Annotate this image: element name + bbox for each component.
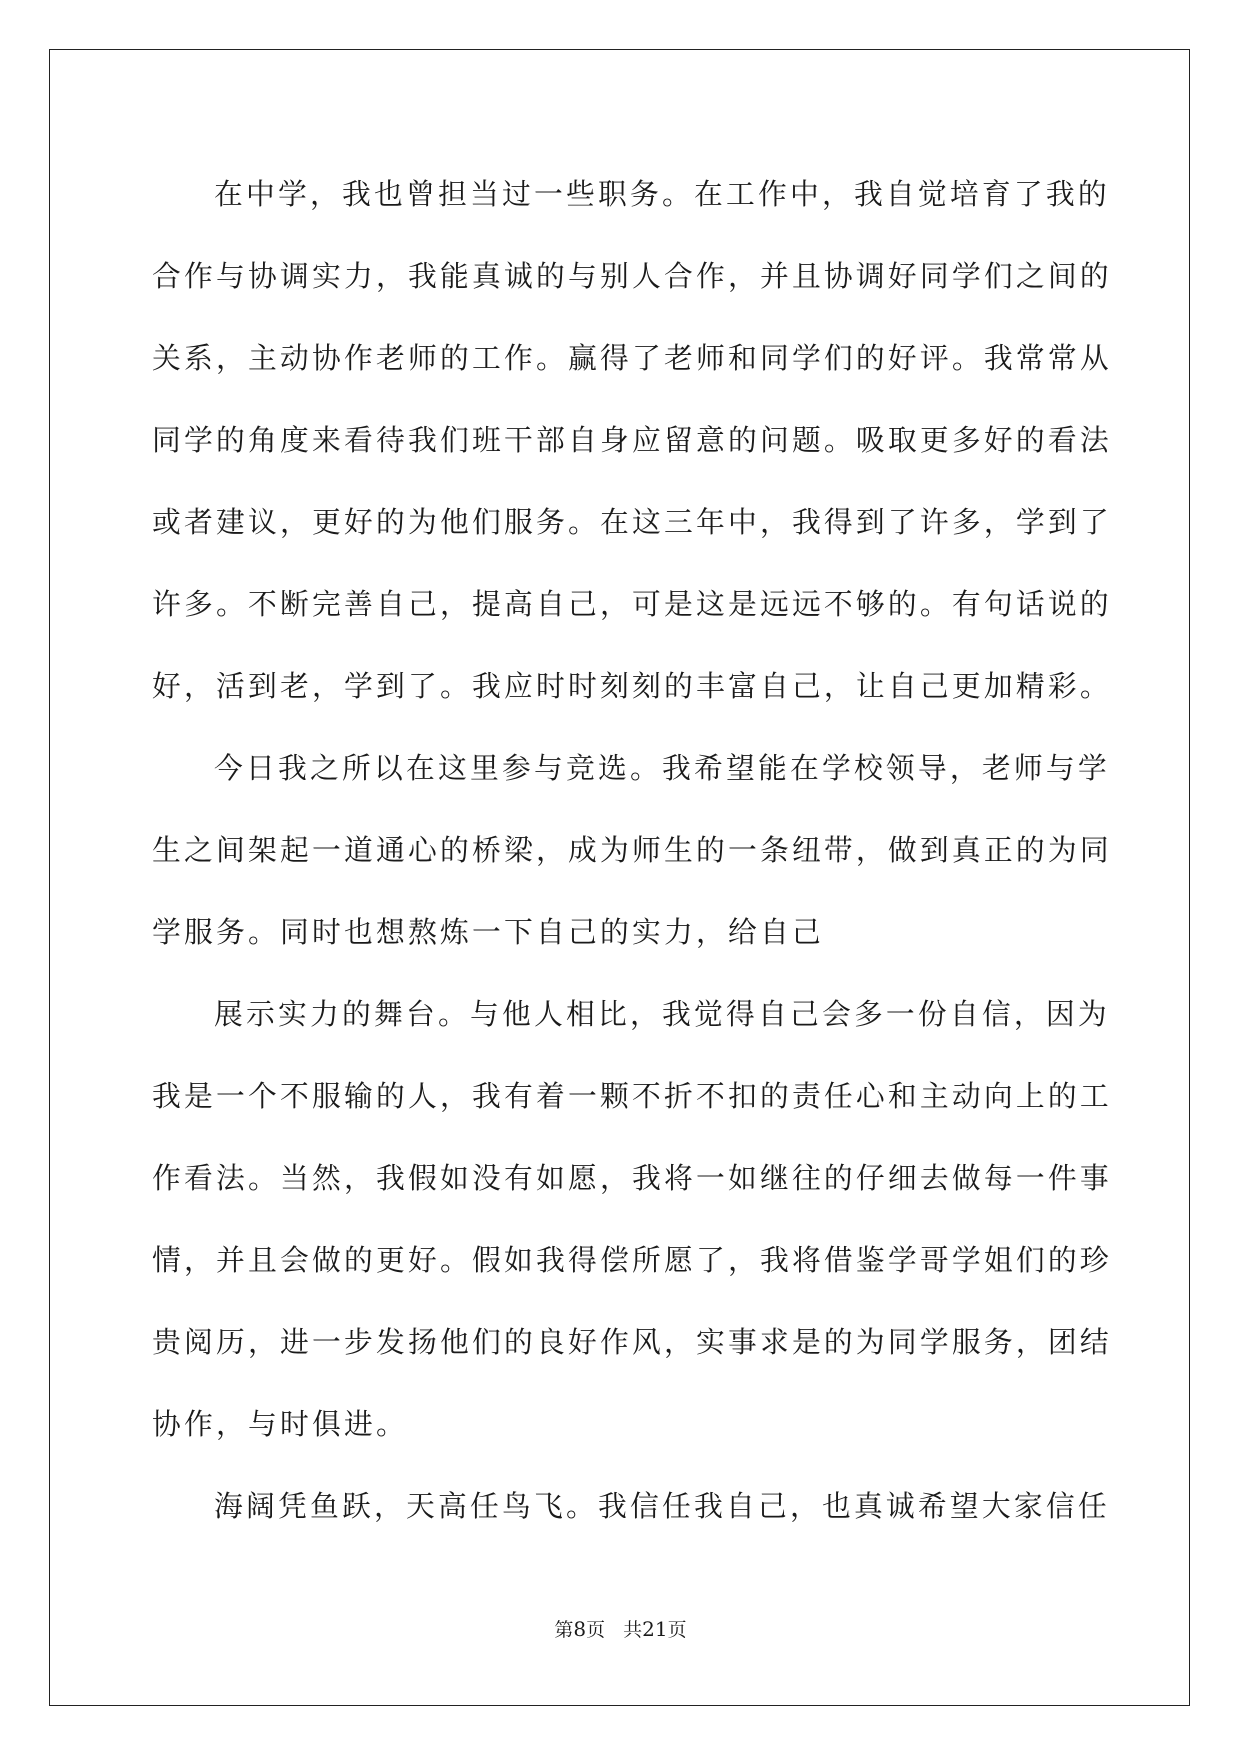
paragraph-line: 好，活到老，学到了。我应时时刻刻的丰富自己，让自己更加精彩。 <box>152 669 1112 703</box>
paragraph-line: 生之间架起一道通心的桥梁，成为师生的一条纽带，做到真正的为同 <box>152 833 1112 867</box>
paragraph-line: 作看法。当然，我假如没有如愿，我将一如继往的仔细去做每一件事 <box>152 1161 1112 1195</box>
paragraph-line: 许多。不断完善自己，提高自己，可是这是远远不够的。有句话说的 <box>152 587 1112 621</box>
body-text <box>152 167 1112 1561</box>
total-unit: 页 <box>667 1619 687 1641</box>
paragraph-line: 我是一个不服输的人，我有着一颗不折不扣的责任心和主动向上的工 <box>152 1079 1112 1113</box>
page-prefix: 第 <box>554 1619 574 1641</box>
paragraph-line: 在中学，我也曾担当过一些职务。在工作中，我自觉培育了我的 <box>214 177 1110 211</box>
paragraph-line: 合作与协调实力，我能真诚的与别人合作，并且协调好同学们之间的 <box>152 259 1112 293</box>
paragraph-line: 贵阅历，进一步发扬他们的良好作风，实事求是的为同学服务，团结 <box>152 1325 1112 1359</box>
paragraph-line: 展示实力的舞台。与他人相比，我觉得自己会多一份自信，因为 <box>214 997 1110 1031</box>
paragraph-line: 同学的角度来看待我们班干部自身应留意的问题。吸取更多好的看法 <box>152 423 1112 457</box>
total-pages: 21 <box>642 1617 668 1641</box>
page-unit: 页 <box>586 1619 606 1641</box>
page-footer <box>0 1615 1241 1642</box>
paragraph-line: 关系，主动协作老师的工作。赢得了老师和同学们的好评。我常常从 <box>152 341 1112 375</box>
page-number: 8 <box>573 1617 587 1641</box>
paragraph-line: 情，并且会做的更好。假如我得偿所愿了，我将借鉴学哥学姐们的珍 <box>152 1243 1112 1277</box>
paragraph-line: 或者建议，更好的为他们服务。在这三年中，我得到了许多，学到了 <box>152 505 1112 539</box>
total-prefix: 共 <box>623 1619 643 1641</box>
paragraph-line: 协作，与时俱进。 <box>152 1407 408 1441</box>
paragraph-line: 学服务。同时也想熬炼一下自己的实力，给自己 <box>152 915 824 949</box>
paragraph-line: 海阔凭鱼跃，天高任鸟飞。我信任我自己，也真诚希望大家信任 <box>214 1489 1110 1523</box>
paragraph-line: 今日我之所以在这里参与竞选。我希望能在学校领导，老师与学 <box>214 751 1110 785</box>
